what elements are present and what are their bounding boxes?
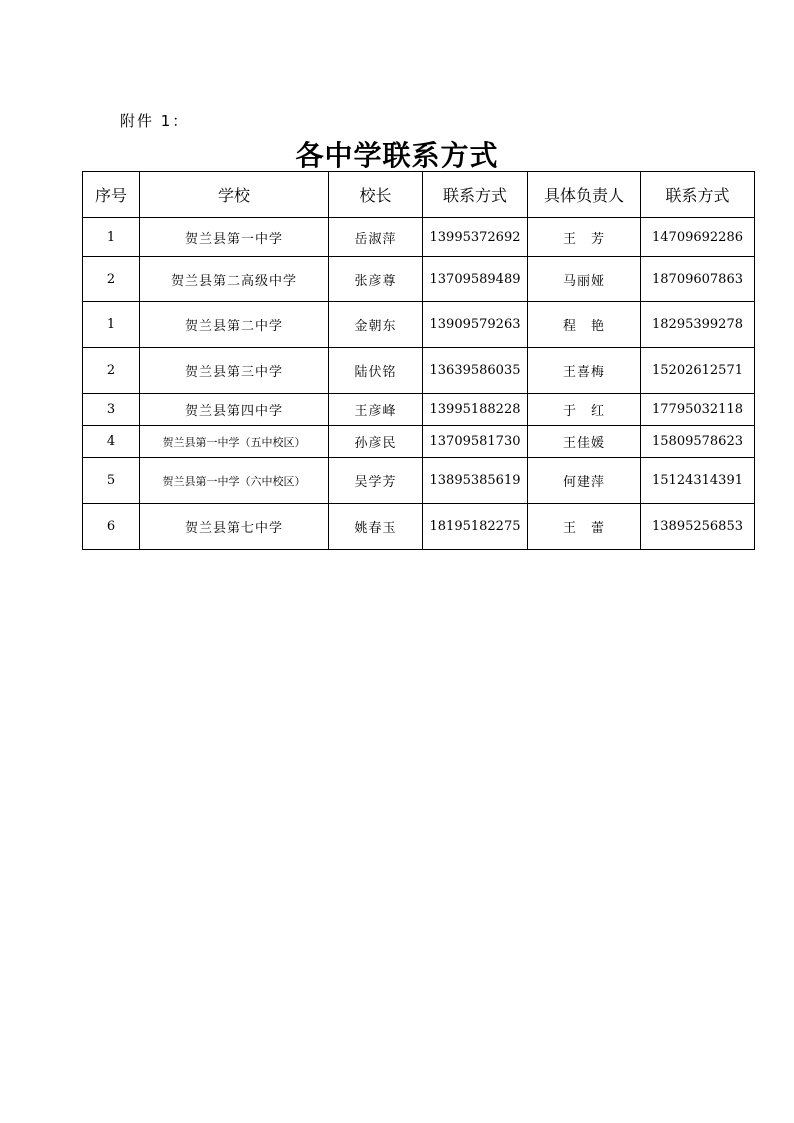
contact-name: 何建萍	[528, 458, 641, 504]
principal-phone: 13995372692	[423, 218, 528, 257]
table-row	[83, 458, 755, 504]
header-index: 序号	[83, 172, 140, 218]
contact-phone: 15202612571	[641, 348, 755, 394]
table-row	[83, 394, 755, 426]
principal-name: 孙彦民	[329, 426, 423, 458]
contact-name: 于 红	[528, 394, 641, 426]
school-name: 贺兰县第一中学（六中校区）	[140, 458, 329, 504]
principal-phone: 18195182275	[423, 504, 528, 550]
row-index: 2	[83, 257, 140, 302]
row-index: 1	[83, 218, 140, 257]
principal-phone: 13709581730	[423, 426, 528, 458]
contact-name: 王 蕾	[528, 504, 641, 550]
row-index: 6	[83, 504, 140, 550]
contact-name: 王喜梅	[528, 348, 641, 394]
header-contact-phone: 联系方式	[641, 172, 755, 218]
principal-name: 金朝东	[329, 302, 423, 348]
header-principal-phone: 联系方式	[423, 172, 528, 218]
principal-name: 陆伏铭	[329, 348, 423, 394]
header-principal: 校长	[329, 172, 423, 218]
principal-phone: 13709589489	[423, 257, 528, 302]
contact-phone: 15809578623	[641, 426, 755, 458]
table-header-row	[83, 172, 755, 218]
principal-name: 张彦尊	[329, 257, 423, 302]
contact-name: 程 艳	[528, 302, 641, 348]
principal-phone: 13895385619	[423, 458, 528, 504]
attachment-label: 附件 1：	[120, 112, 190, 130]
school-name: 贺兰县第一中学	[140, 218, 329, 257]
row-index: 1	[83, 302, 140, 348]
contact-phone: 14709692286	[641, 218, 755, 257]
principal-name: 姚春玉	[329, 504, 423, 550]
page-title: 各中学联系方式	[295, 139, 499, 172]
header-contact-person: 具体负责人	[528, 172, 641, 218]
principal-name: 王彦峰	[329, 394, 423, 426]
table-row	[83, 504, 755, 550]
row-index: 5	[83, 458, 140, 504]
row-index: 2	[83, 348, 140, 394]
school-name: 贺兰县第三中学	[140, 348, 329, 394]
table-row	[83, 426, 755, 458]
table-row	[83, 302, 755, 348]
school-name: 贺兰县第二中学	[140, 302, 329, 348]
contact-phone: 13895256853	[641, 504, 755, 550]
table-row	[83, 218, 755, 257]
principal-name: 吴学芳	[329, 458, 423, 504]
contact-phone: 15124314391	[641, 458, 755, 504]
row-index: 4	[83, 426, 140, 458]
header-school: 学校	[140, 172, 329, 218]
principal-phone: 13639586035	[423, 348, 528, 394]
table-row	[83, 348, 755, 394]
contact-phone: 18295399278	[641, 302, 755, 348]
table-row	[83, 257, 755, 302]
contact-phone: 17795032118	[641, 394, 755, 426]
contact-name: 马丽娅	[528, 257, 641, 302]
principal-phone: 13909579263	[423, 302, 528, 348]
school-name: 贺兰县第四中学	[140, 394, 329, 426]
principal-phone: 13995188228	[423, 394, 528, 426]
school-name: 贺兰县第二高级中学	[140, 257, 329, 302]
row-index: 3	[83, 394, 140, 426]
contact-name: 王佳媛	[528, 426, 641, 458]
contact-phone: 18709607863	[641, 257, 755, 302]
school-name: 贺兰县第七中学	[140, 504, 329, 550]
school-name: 贺兰县第一中学（五中校区）	[140, 426, 329, 458]
contact-name: 王 芳	[528, 218, 641, 257]
principal-name: 岳淑萍	[329, 218, 423, 257]
contacts-table	[82, 171, 755, 550]
